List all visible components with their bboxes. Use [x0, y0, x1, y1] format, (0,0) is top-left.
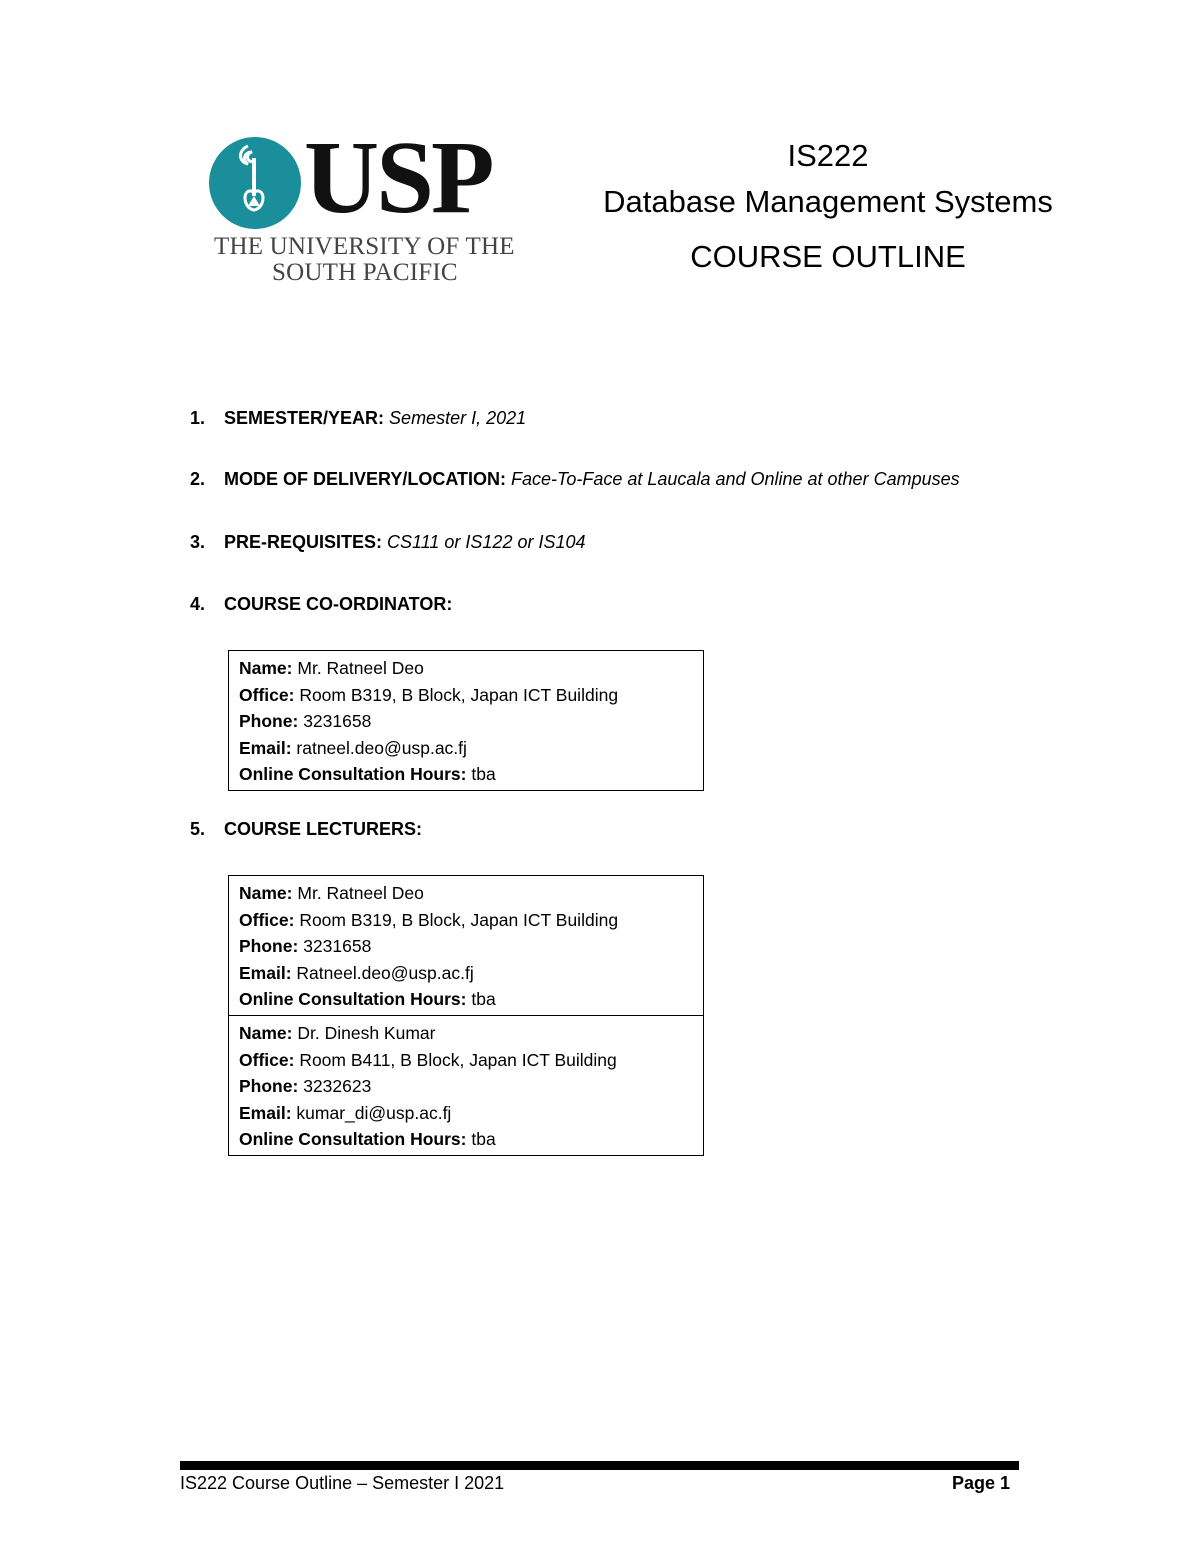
contact-phone: 3231658: [303, 936, 372, 957]
page-number: Page 1: [951, 1473, 1010, 1493]
item-number: 2.: [190, 469, 206, 489]
contact-email: ratneel.deo@usp.ac.fj: [296, 737, 467, 758]
lecturers-box: [228, 875, 704, 1156]
contact-name-row: Name: Mr. Ratneel Deo: [239, 883, 424, 903]
contact-phone-row: Phone: 3232623: [239, 1076, 372, 1097]
contact-name: Mr. Ratneel Deo: [297, 883, 424, 903]
contact-hours: tba: [471, 764, 496, 785]
item-label: SEMESTER/YEAR:: [224, 408, 385, 428]
item-coordinator: [190, 594, 452, 615]
usp-wordmark: USP: [304, 120, 492, 235]
contact-name-row: Name: Mr. Ratneel Deo: [239, 658, 424, 678]
item-label: COURSE CO-ORDINATOR:: [224, 594, 453, 614]
course-code: IS222: [787, 138, 869, 173]
footer-rule: [180, 1461, 1019, 1470]
item-value: Semester I, 2021: [389, 408, 527, 428]
item-lecturers: [190, 819, 422, 840]
contact-entry: [229, 1015, 703, 1155]
item-semester: [190, 408, 526, 429]
item-prerequisites: [190, 532, 586, 553]
contact-name: Mr. Ratneel Deo: [297, 658, 424, 678]
university-name-line2: SOUTH PACIFIC: [272, 259, 458, 286]
item-delivery: [190, 469, 960, 490]
item-label: COURSE LECTURERS:: [224, 819, 423, 839]
contact-phone: 3232623: [303, 1076, 372, 1097]
item-label: MODE OF DELIVERY/LOCATION:: [224, 469, 506, 489]
contact-office-row: Office: Room B411, B Block, Japan ICT Building: [239, 1049, 617, 1070]
contact-phone-row: Phone: 3231658: [239, 936, 372, 957]
contact-email: kumar_di@usp.ac.fj: [296, 1102, 452, 1123]
contact-email: Ratneel.deo@usp.ac.fj: [296, 962, 474, 983]
contact-entry: [229, 651, 703, 790]
contact-phone-row: Phone: 3231658: [239, 711, 372, 732]
course-name: Database Management Systems: [603, 184, 1053, 219]
contact-hours: tba: [471, 989, 496, 1010]
contact-office-row: Office: Room B319, B Block, Japan ICT Building: [239, 909, 619, 930]
item-number: 5.: [190, 819, 206, 839]
item-number: 4.: [190, 594, 206, 614]
contact-phone: 3231658: [303, 711, 372, 732]
item-number: 3.: [190, 532, 206, 552]
contact-office: Room B411, B Block, Japan ICT Building: [299, 1049, 617, 1070]
contact-name: Dr. Dinesh Kumar: [297, 1022, 436, 1043]
contact-entry: [229, 876, 703, 1015]
coordinator-box: [228, 650, 704, 791]
contact-office: Room B319, B Block, Japan ICT Building: [299, 684, 619, 705]
contact-office: Room B319, B Block, Japan ICT Building: [299, 909, 619, 930]
usp-logo: [208, 120, 528, 286]
contact-hours-row: Online Consultation Hours: tba: [239, 989, 496, 1010]
contact-hours-row: Online Consultation Hours: tba: [239, 764, 496, 785]
item-value: CS111 or IS122 or IS104: [387, 532, 586, 552]
contact-email-row: Email: ratneel.deo@usp.ac.fj: [239, 737, 467, 758]
contact-hours-row: Online Consultation Hours: tba: [239, 1129, 496, 1150]
item-number: 1.: [190, 408, 206, 428]
document-title: COURSE OUTLINE: [690, 239, 966, 274]
contact-email-row: Email: kumar_di@usp.ac.fj: [239, 1102, 452, 1123]
university-name-line1: THE UNIVERSITY OF THE: [214, 233, 515, 260]
usp-seal-icon: [208, 136, 302, 230]
contact-hours: tba: [471, 1129, 496, 1150]
contact-office-row: Office: Room B319, B Block, Japan ICT Building: [239, 684, 619, 705]
footer-text: IS222 Course Outline – Semester I 2021: [180, 1473, 505, 1493]
item-label: PRE-REQUISITES:: [224, 532, 383, 552]
contact-name-row: Name: Dr. Dinesh Kumar: [239, 1022, 436, 1043]
item-value: Face-To-Face at Laucala and Online at other Campuses: [511, 469, 960, 489]
contact-email-row: Email: Ratneel.deo@usp.ac.fj: [239, 962, 474, 983]
